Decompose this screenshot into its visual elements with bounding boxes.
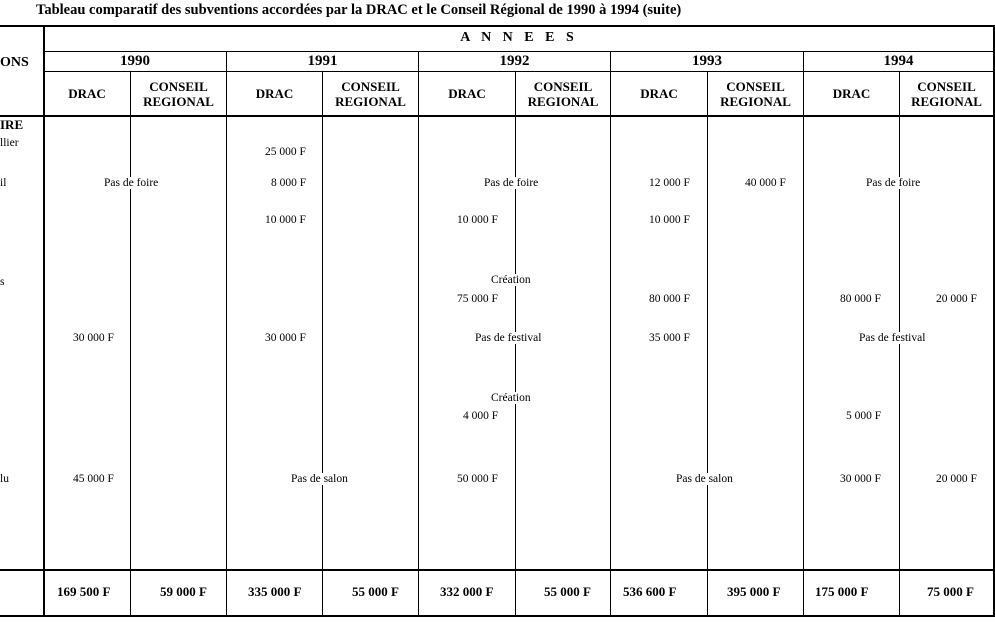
total-top-line (0, 569, 994, 571)
conseil-line1: CONSEIL (341, 79, 400, 94)
cell-1991-drac-row2: 8 000 F (271, 177, 307, 189)
label-column-divider (43, 25, 45, 617)
year-1991: 1991 (307, 53, 338, 69)
annees-header: A N N E E S (460, 30, 578, 45)
total-1993-conseil: 395 000 F (727, 584, 781, 599)
conseil-header-1990 (131, 79, 226, 109)
conseil-header-1994 (900, 79, 993, 109)
total-1992-drac: 332 000 F (440, 584, 494, 599)
cell-1993-pas-de-salon: Pas de salon (676, 473, 733, 485)
year-bottom-line (44, 71, 994, 72)
conseil-line1: CONSEIL (726, 79, 785, 94)
cell-1991-drac-row6: 30 000 F (265, 332, 306, 344)
conseil-line1: CONSEIL (533, 79, 593, 94)
cell-1994-conseil-row5: 20 000 F (936, 293, 977, 305)
total-1992-conseil: 55 000 F (544, 584, 591, 599)
total-1994-drac: 175 000 F (815, 584, 869, 599)
cell-1994-pas-de-foire: Pas de foire (866, 177, 921, 189)
total-1990-conseil: 59 000 F (160, 584, 207, 599)
cell-1993-conseil-row2: 40 000 F (745, 177, 786, 189)
cell-1992-drac-row9: 50 000 F (457, 473, 498, 485)
drac-cr-divider-1990 (130, 71, 131, 617)
conseil-line2: REGIONAL (911, 94, 982, 109)
drac-cr-divider-1991 (322, 71, 323, 617)
drac-header-1993: DRAC (640, 86, 678, 101)
cell-1990-drac-row6: 30 000 F (73, 332, 114, 344)
cell-1990-pas-de-foire: Pas de foire (104, 177, 159, 189)
drac-header-1990: DRAC (68, 86, 106, 101)
cell-1994-drac-row8: 5 000 F (846, 410, 882, 422)
cell-1992-pas-de-foire: Pas de foire (484, 177, 539, 189)
total-1991-drac: 335 000 F (248, 584, 302, 599)
year-divider-1993 (610, 51, 611, 617)
table-bottom-border (0, 615, 994, 617)
cell-1992-drac-row3: 10 000 F (457, 214, 498, 226)
row-label-4: lu (0, 473, 9, 485)
drac-header-1992: DRAC (448, 86, 486, 101)
cell-1991-drac-row3: 10 000 F (265, 214, 306, 226)
cell-1992-creation-b: Création (491, 392, 531, 404)
conseil-header-1991 (323, 79, 418, 109)
cell-1993-drac-row5: 80 000 F (649, 293, 690, 305)
cell-1992-drac-row5: 75 000 F (457, 293, 498, 305)
total-1990-drac: 169 500 F (57, 584, 111, 599)
label-column-header: ONS (0, 55, 29, 70)
year-1990: 1990 (120, 53, 150, 69)
conseil-line1: CONSEIL (149, 79, 208, 94)
cell-1994-conseil-row9: 20 000 F (936, 473, 977, 485)
total-1993-drac: 536 600 F (623, 584, 677, 599)
conseil-line2: REGIONAL (143, 94, 214, 109)
row-label-heading: IRE (0, 117, 24, 132)
cell-1994-pas-de-festival: Pas de festival (859, 332, 926, 344)
cell-1994-drac-row5: 80 000 F (840, 293, 881, 305)
cell-1993-drac-row3: 10 000 F (649, 214, 690, 226)
conseil-line2: REGIONAL (527, 94, 599, 109)
year-1993: 1993 (692, 53, 722, 69)
conseil-header-1992 (516, 79, 610, 109)
cell-1993-drac-row6: 35 000 F (649, 332, 690, 344)
row-label-2: il (0, 177, 7, 189)
row-label-3: s (0, 276, 5, 288)
cell-1991-drac-row1: 25 000 F (265, 146, 306, 158)
drac-header-1991: DRAC (255, 86, 294, 101)
table-top-border (0, 25, 994, 27)
total-1994-conseil: 75 000 F (927, 584, 974, 599)
annees-bottom-line (44, 51, 994, 52)
conseil-line2: REGIONAL (335, 94, 406, 109)
drac-cr-divider-1993 (707, 71, 708, 617)
conseil-line1: CONSEIL (917, 79, 976, 94)
year-1994: 1994 (883, 53, 914, 69)
year-divider-1994 (803, 51, 804, 617)
cell-1991-pas-de-salon: Pas de salon (291, 473, 348, 485)
cell-1992-drac-row8: 4 000 F (463, 410, 499, 422)
row-label-1: llier (0, 137, 19, 149)
drac-header-1994: DRAC (832, 86, 871, 101)
cell-1990-drac-row9: 45 000 F (73, 473, 114, 485)
cell-1994-drac-row9: 30 000 F (840, 473, 881, 485)
conseil-line2: REGIONAL (720, 94, 791, 109)
total-1991-conseil: 55 000 F (352, 584, 399, 599)
conseil-header-1993 (708, 79, 803, 109)
year-1992: 1992 (499, 53, 530, 69)
header-bottom-line (0, 115, 994, 117)
year-divider-1991 (226, 51, 227, 617)
cell-1993-drac-row2: 12 000 F (649, 177, 690, 189)
table-title: Tableau comparatif des subventions accordées par la DRAC et le Conseil Régional de 1990 à 1994 (suite) (36, 2, 682, 18)
year-divider-1992 (418, 51, 419, 617)
drac-cr-divider-1992 (515, 71, 516, 617)
cell-1992-pas-de-festival: Pas de festival (475, 332, 542, 344)
drac-cr-divider-1994 (899, 71, 900, 617)
cell-1992-creation-a: Création (491, 274, 531, 286)
